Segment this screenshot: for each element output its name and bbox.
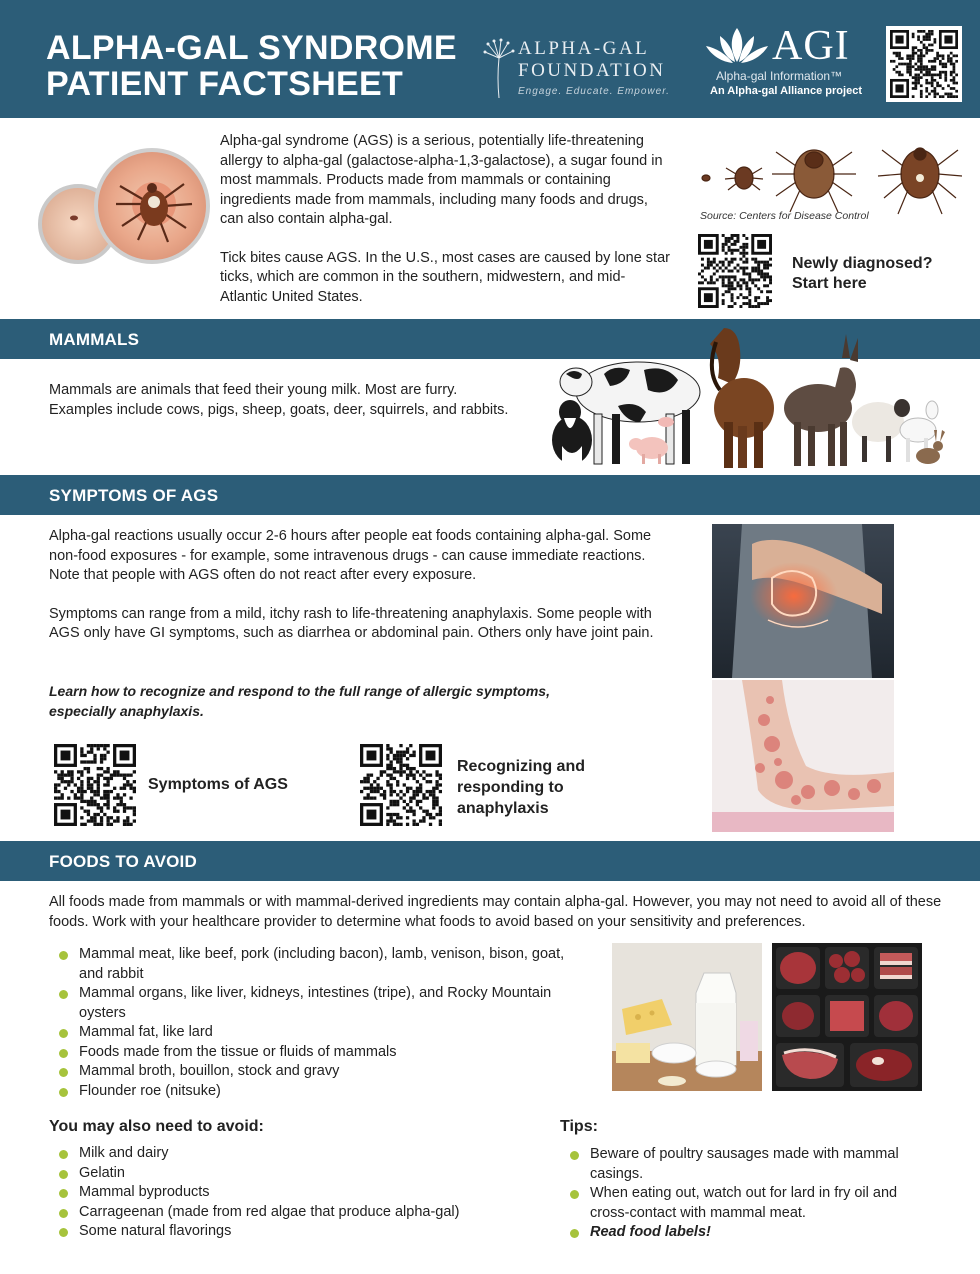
agi-logo-subtitle: Alpha-gal Information™: [716, 69, 843, 83]
bullet-icon: [59, 1049, 68, 1058]
bullet-icon: [59, 1088, 68, 1097]
qr-code-graphic: [890, 30, 958, 98]
intro-paragraph-1: Alpha-gal syndrome (AGS) is a serious, potentially life-threatening allergy to alpha-gal (galactose-alpha-1,3-galactose), a sugar found in most mammals. Products made from mammals or containing ingredients made from mammals, including many foods and drugs, can also contain alpha-gal.: [220, 133, 663, 227]
foods-to-avoid-list: [49, 945, 589, 1101]
bullet-icon: [59, 990, 68, 999]
symptoms-text: [49, 527, 669, 663]
list-item: Some natural flavorings: [49, 1222, 529, 1242]
qr-code-icon: [698, 234, 772, 308]
qr-anaphylaxis-label: [457, 756, 585, 819]
bullet-icon: [59, 1228, 68, 1237]
intro-text: [220, 132, 670, 326]
agf-logo-tagline: Engage. Educate. Empower.: [518, 86, 670, 97]
agi-logo-project: An Alpha-gal Alliance project: [710, 85, 862, 97]
mammals-animals-image: [548, 322, 948, 474]
tick-bite-illustration: [34, 148, 210, 266]
mammals-line-1: Mammals are animals that feed their young milk. Most are furry.: [49, 382, 458, 398]
qr-anaphylaxis[interactable]: [360, 744, 442, 826]
section-heading-symptoms: SYMPTOMS OF AGS: [49, 486, 219, 505]
section-heading-mammals: MAMMALS: [49, 330, 140, 349]
newly-diagnosed-line-2: Start here: [792, 275, 867, 292]
also-avoid-list: [49, 1144, 529, 1242]
symptoms-paragraph-2: Symptoms can range from a mild, itchy rash to life-threatening anaphylaxis. Some people with AGS only have GI symptoms, such as diarrhea or abdominal pain. Others only have joint pain.: [49, 605, 654, 641]
foods-intro: All foods made from mammals or with mammal-derived ingredients may contain alpha-gal. However, you may not need to avoid all of these foods. Work with your healthcare provider to determine what foods to avoid based on your sensitivity and preferences.: [49, 894, 942, 930]
qr-symptoms-of-ags[interactable]: [54, 744, 136, 826]
newly-diagnosed-line-1: Newly diagnosed?: [792, 255, 933, 272]
list-item: Mammal meat, like beef, pork (including bacon), lamb, venison, bison, goat, and rabbit: [49, 945, 589, 984]
lotus-icon: [702, 24, 772, 66]
title-line-1: ALPHA-GAL SYNDROME: [46, 29, 457, 67]
bullet-icon: [59, 1189, 68, 1198]
bullet-icon: [570, 1190, 579, 1199]
newly-diagnosed-label: [792, 254, 932, 294]
horse-icon: [710, 328, 774, 468]
list-item: Flounder roe (nitsuke): [49, 1082, 589, 1102]
list-item: Mammal fat, like lard: [49, 1023, 589, 1043]
ticks-source-caption: Source: Centers for Disease Control: [700, 210, 869, 222]
mammals-text: [49, 380, 549, 420]
symptoms-learn-more: Learn how to recognize and respond to the full range of allergic symptoms, especially anaphylaxis.: [49, 683, 550, 719]
mammals-line-2: Examples include cows, pigs, sheep, goats, deer, squirrels, and rabbits.: [49, 402, 509, 418]
list-item: Mammal broth, bouillon, stock and gravy: [49, 1062, 589, 1082]
bullet-icon: [59, 1068, 68, 1077]
agf-logo-line-2: FOUNDATION: [518, 60, 666, 81]
donkey-icon: [784, 334, 858, 466]
qr-newly-diagnosed[interactable]: [698, 234, 772, 308]
list-item: Gelatin: [49, 1164, 529, 1184]
dairy-products-photo: [612, 943, 762, 1091]
pig-icon: [629, 437, 668, 464]
agi-logo: [700, 22, 870, 108]
tips-heading: Tips:: [560, 1118, 598, 1135]
bullet-icon: [59, 1029, 68, 1038]
bullet-icon: [570, 1229, 579, 1238]
dandelion-icon: [482, 38, 516, 100]
agi-logo-mark: AGI: [772, 23, 850, 69]
section-heading-foods: FOODS TO AVOID: [49, 852, 197, 871]
qr-code-icon: [360, 744, 442, 826]
list-item: When eating out, watch out for lard in fry oil and cross-contact with mammal meat.: [560, 1184, 940, 1223]
list-item: Beware of poultry sausages made with mammal casings.: [560, 1145, 940, 1184]
section-bar-foods: [0, 841, 980, 881]
title-line-2: PATIENT FACTSHEET: [46, 65, 404, 103]
bullet-icon: [59, 1170, 68, 1179]
raw-meat-photo: [772, 943, 922, 1091]
header-banner: [0, 0, 980, 118]
alpha-gal-foundation-logo: [482, 34, 692, 104]
qr-anaphylaxis-line-1: Recognizing and: [457, 758, 585, 775]
list-item: Carrageenan (made from red algae that produce alpha-gal): [49, 1203, 529, 1223]
list-item: Milk and dairy: [49, 1144, 529, 1164]
qr-code-icon[interactable]: [886, 26, 962, 102]
agf-logo-line-1: ALPHA-GAL: [518, 38, 650, 59]
tips-list: [560, 1145, 940, 1243]
qr-anaphylaxis-line-2: responding to: [457, 779, 564, 796]
section-bar-symptoms: [0, 475, 980, 515]
list-item: Mammal organs, like liver, kidneys, intestines (tripe), and Rocky Mountain oysters: [49, 984, 589, 1023]
qr-code-icon: [54, 744, 136, 826]
tick-life-stages-image: [696, 132, 966, 216]
list-item: Read food labels!: [560, 1223, 940, 1243]
qr-symptoms-label: Symptoms of AGS: [148, 776, 288, 793]
abdominal-pain-photo: [712, 524, 894, 678]
intro-paragraph-2: Tick bites cause AGS. In the U.S., most cases are caused by lone star ticks, which are common in the southern, midwestern, and mid-Atlantic United States.: [220, 249, 670, 305]
list-item: Foods made from the tissue or fluids of mammals: [49, 1043, 589, 1063]
hives-rash-photo: [712, 680, 894, 832]
bullet-icon: [59, 1209, 68, 1218]
page-title: [46, 30, 457, 102]
bullet-icon: [59, 1150, 68, 1159]
bullet-icon: [59, 951, 68, 960]
symptoms-paragraph-1: Alpha-gal reactions usually occur 2-6 hours after people eat foods containing alpha-gal. Some non-food exposures - for example, some intravenous drugs - can cause immediate reactions. Note that people with AGS often do not react after every exposure.: [49, 528, 652, 583]
bullet-icon: [570, 1151, 579, 1160]
list-item: Mammal byproducts: [49, 1183, 529, 1203]
also-avoid-heading: You may also need to avoid:: [49, 1118, 264, 1135]
qr-anaphylaxis-line-3: anaphylaxis: [457, 800, 549, 817]
dog-icon: [552, 400, 592, 464]
